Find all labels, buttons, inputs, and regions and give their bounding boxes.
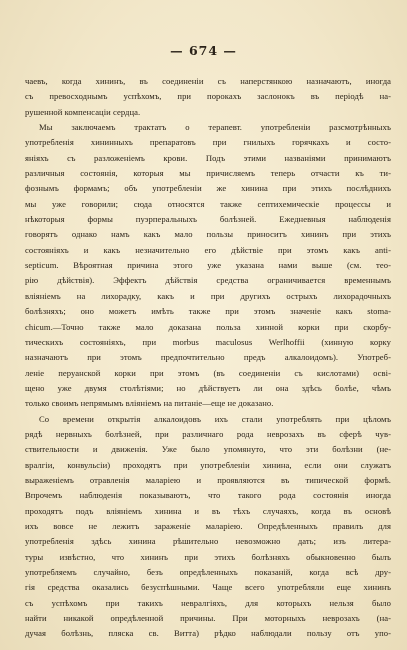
text-line: чаевъ, когда хининъ, въ соединеніи съ наперстянкою назначаютъ, иногда	[25, 76, 391, 86]
body-text	[25, 74, 391, 642]
text-line: рію дѣйствія). Эффектъ дѣйствія средства ограничивается временнымъ	[25, 275, 391, 286]
paragraph-first-line: Мы заключаемъ трактатъ о терапевт. употребленіи разсмотрѣнныхъ	[39, 122, 391, 133]
text-line: употребляемъ случайно, безъ опредѣленныхъ показаній, когда всѣ дру-	[25, 567, 391, 577]
text-line: мы уже говорили; сюда относятся также септихемическіе процессы и	[25, 198, 391, 209]
text-line: только своимъ непрямымъ вліяніемъ на питаніе—еще не доказано.	[25, 398, 274, 409]
text-line: состояніяхъ и какъ незначительно его дѣйствіе при этомъ какъ anti-	[25, 244, 391, 255]
text-line: дучая болѣзнь, пляска св. Витта) рѣдко наблюдали пользу отъ упо-	[25, 628, 391, 639]
text-line: septicum. Вѣроятная причина этого уже указана нами выше (см. тео-	[25, 260, 391, 271]
text-line: употребленія хининныхъ препаратовъ при гнилыхъ горячкахъ и состо-	[25, 137, 391, 148]
text-line: Впрочемъ наблюденія показываютъ, что такого рода состоянія иногда	[25, 490, 391, 501]
text-line: ствительности и движенія. Уже было упомянуто, что эти болѣзни (не-	[25, 444, 391, 455]
text-line: туры извѣстно, что хининъ при этихъ болѣзняхъ обыкновенно былъ	[25, 551, 391, 562]
text-line: различныя состоянія, которыя мы причисляемъ теперь отчасти къ ти-	[25, 168, 391, 179]
text-line: ихъ вовсе не лежитъ зараженіе маларіею. Опредѣленныхъ правилъ для	[25, 520, 391, 531]
text-line: chicum.—Точно также мало доказана польза хинной корки при скорбу-	[25, 321, 391, 332]
text-line: назначаютъ при этомъ предпочтительно предъ алкалоидомъ). Употреб-	[25, 352, 391, 363]
text-line: щено уже двумя столѣтіями; но дѣйствуетъ ли она здѣсь болѣе, чѣмъ	[25, 382, 391, 393]
text-line: говорятъ однако намъ какъ мало пользы приноситъ хининъ при этихъ	[25, 229, 391, 240]
text-line: леніе перуанской корки при этомъ (въ соединеніи съ кислотами) осві-	[25, 367, 391, 378]
text-line: рушенной компенсаціи сердца.	[25, 106, 141, 117]
text-line: рядѣ нервныхъ болѣзней, при различнаго рода неврозахъ въ сферѣ чув-	[25, 428, 391, 439]
text-line: тическихъ состояніяхъ, при morbus maculosus Werlhoffii (хинную корку	[25, 336, 391, 347]
text-line: фознымъ формамъ; объ употребленіи же хинина при этихъ послѣднихъ	[25, 183, 391, 194]
text-line: найти никакой опредѣленной причины. При моторныхъ неврозахъ (на-	[25, 613, 391, 624]
text-line: вралгіи, конвульсіи) проходятъ при употребленіи хинина, если они служатъ	[25, 459, 391, 470]
page-number: — 674 —	[170, 43, 237, 58]
text-line: съ превосходнымъ успѣхомъ, при порокахъ заслонокъ въ періодѣ на-	[25, 91, 391, 102]
text-line: проходятъ подъ вліяніемъ хинина и въ тѣхъ случаяхъ, когда въ основѣ	[25, 505, 391, 516]
text-line: болѣзняхъ; оно можетъ имѣть также при этомъ значеніе какъ stoma-	[25, 306, 391, 317]
text-line: съ успѣхомъ при такихъ невралгіяхъ, для которыхъ нельзя было	[25, 597, 391, 608]
text-line: выраженіемъ отравленія маларіею и проявляются въ типической формѣ.	[25, 474, 391, 485]
text-line: яніяхъ съ разложеніемъ крови. Подъ этими названіями принимаютъ	[25, 152, 391, 163]
text-line: вліяніемъ на лихорадку, какъ и при другихъ острыхъ лихорадочныхъ	[25, 290, 391, 301]
text-line: употребленія здѣсь хинина рѣшительно невозможно дать; изъ литера-	[25, 536, 391, 547]
paragraph-first-line: Со времени открытія алкалоидовъ ихъ стали употреблять при цѣломъ	[39, 413, 391, 424]
text-line: нѣкоторыя формы пуэрперальныхъ болѣзней. Ежедневныя наблюденія	[25, 214, 391, 225]
text-line: гія средства оказались безуспѣшными. Чаще всего употребляли еще хининъ	[25, 582, 391, 593]
